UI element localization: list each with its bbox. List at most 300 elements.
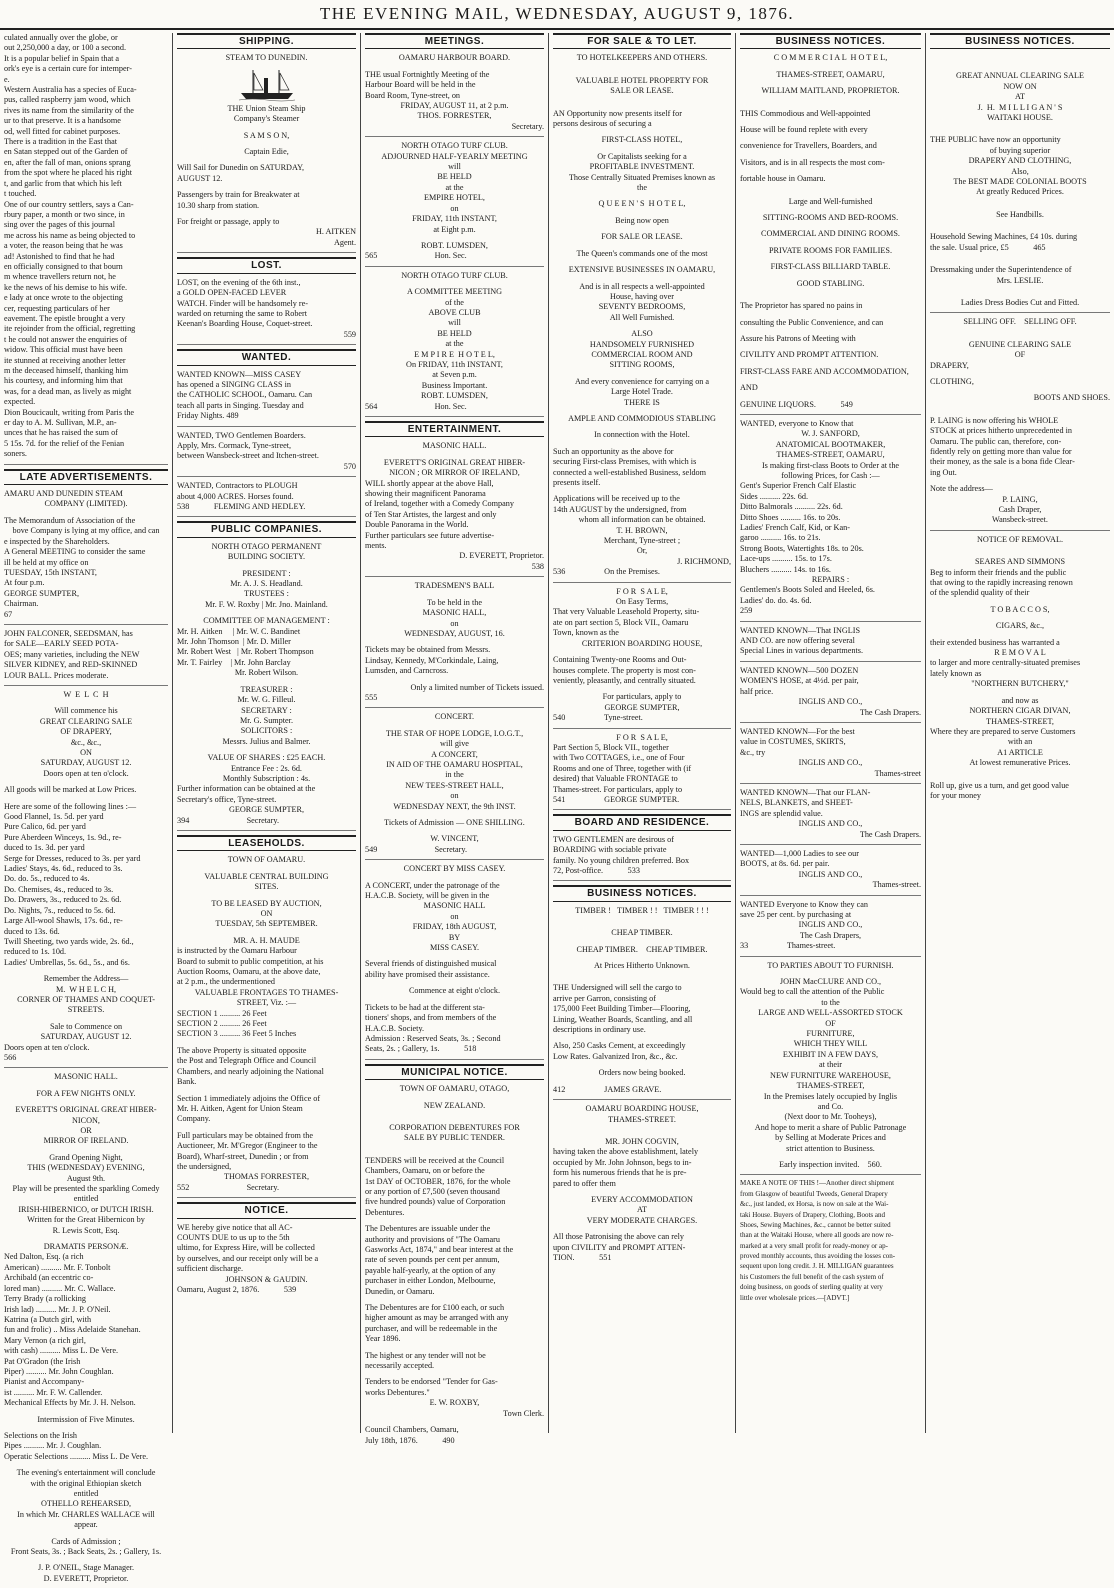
section-header-business-notices: BUSINESS NOTICES. (930, 33, 1110, 49)
text-line: The Proprietor has spared no pains in (740, 301, 863, 311)
text-line: following Prices, for Cash :— (781, 470, 880, 480)
text-line: FURNITURE, (806, 1029, 855, 1039)
text-line: Do. do. 5s., reduced to 4s. (4, 874, 90, 884)
text-line: AUGUST 12. (177, 173, 223, 183)
text-line: of the (445, 297, 464, 307)
text-line: appear. (74, 1520, 98, 1530)
text-line: COUNTS DUE to us up to the 5th (177, 1232, 290, 1242)
text-line: for SALE—EARLY SEED POTA- (4, 639, 119, 649)
text-line: lately known as (930, 668, 982, 678)
ad-two-gentlemen (553, 835, 731, 882)
text-line: The BEST MADE COLONIAL BOOTS (953, 177, 1087, 187)
text-line: Secretary's office, Tyne-street. (177, 794, 277, 804)
text-line: NICON, (72, 1115, 100, 1125)
text-line: Ladies' Stays, 4s. 6d., reduced to 3s. (4, 864, 123, 874)
text-line: duced to 13s. 6d. (4, 926, 60, 936)
text-line: GOOD STABLING. (796, 278, 865, 288)
column-3 (360, 33, 548, 1445)
text-line: his Customers the full benefit of the cash system of (740, 1272, 884, 1281)
text-line: Remember the Address— (43, 974, 129, 984)
text-line: Company. (177, 1114, 211, 1124)
text-line: ork's eye is a certain cure for intemper- (4, 64, 132, 74)
text-line: Tickets of Admission — ONE SHILLING. (384, 818, 525, 827)
text-line: Apply, Mrs. Cormack, Tyne-street, (177, 440, 292, 450)
ad-miss-casey-concert (365, 864, 544, 1060)
text-line: To be held in the (427, 597, 482, 607)
text-line: THOS. FORRESTER, (417, 111, 492, 121)
ad-milligan-waitaki-house (930, 53, 1110, 313)
text-line: 394 Secretary. (177, 815, 280, 825)
text-line: entitled (73, 1489, 99, 1498)
news-items (4, 33, 168, 465)
text-line: ON (260, 909, 273, 918)
text-line: STOCK at prices hitherto unprecedented in (930, 426, 1072, 436)
text-line: culated annually over the globe, or (4, 33, 118, 42)
text-line: INGS are splendid value. (740, 808, 823, 818)
ad-building-society (177, 542, 356, 831)
text-line: TRADESMEN'S BALL (414, 581, 495, 591)
text-line: authority and provisions of "The Oamaru (365, 1234, 500, 1244)
masthead (0, 0, 1114, 30)
text-line: WILL shortly appear at the above Hall, (365, 478, 494, 488)
ad-leaseholds-auction (177, 855, 356, 1198)
text-line: IN AID OF THE OAMARU HOSPITAL, (386, 759, 523, 769)
text-line: Passengers by train for Breakwater at (177, 190, 300, 200)
text-line: a voter, the reason being that he was (4, 241, 123, 251)
text-line: ur to that preserve. It is a handsome (4, 116, 121, 126)
text-line: e lady at once wrote to the objecting (4, 293, 123, 303)
text-line: Business Important. (421, 380, 488, 390)
text-line: Oamaru, August 2, 1876. 539 (177, 1285, 297, 1294)
text-line: J. P. O'NEIL, Stage Manager. (37, 1563, 135, 1573)
text-line: of Ten Star Artistes, the largest and only (365, 509, 497, 519)
text-line: CORNER OF THAMES AND COQUET-STREETS. (17, 994, 155, 1015)
text-line: WHICH THEY WILL (793, 1039, 868, 1049)
text-line: INGLIS AND CO., (798, 819, 863, 829)
text-line: REPAIRS : (811, 575, 850, 585)
text-line: Pure Calico, 6d. per yard (4, 822, 86, 832)
text-line: Town Clerk. (503, 1408, 544, 1418)
text-line: WANTED KNOWN—MISS CASEY (177, 369, 302, 379)
text-line: W. J. SANFORD, (801, 429, 860, 439)
text-line: ite rejoinder from the official, regretting (4, 324, 136, 334)
text-line: Pipes .......... Mr. J. Coughlan. (4, 1441, 102, 1451)
text-line: Seats, 2s. ; Gallery, 1s. 518 (365, 1044, 477, 1054)
text-line: At greatly Reduced Prices. (976, 187, 1064, 197)
text-line: H. AITKEN (315, 227, 356, 237)
text-line: At lowest remunerative Prices. (969, 758, 1071, 768)
section-header-leaseholds: LEASEHOLDS. (177, 835, 356, 851)
text-line: Doors open at ten o'clock. (4, 1042, 90, 1052)
text-line: R E M O V A L (994, 648, 1046, 658)
text-line: CORPORATION DEBENTURES FOR (389, 1122, 520, 1132)
text-line: Here are some of the following lines :— (4, 801, 137, 811)
text-line: THOMAS FORRESTER, (223, 1172, 310, 1182)
text-line: having taken the above establishment, lately (553, 1147, 699, 1157)
text-line: than at the Waitaki House, where all goods are now re- (740, 1231, 894, 1240)
text-line: VALUABLE FRONTAGES TO THAMES- (194, 987, 339, 997)
text-line: ON (80, 748, 92, 757)
text-line: Early inspection invited. 560. (779, 1159, 882, 1169)
text-line: F O R S A L E, (616, 732, 668, 742)
text-line: entitled (73, 1194, 99, 1204)
text-line: ist .......... Mr. F. W. Callender. (4, 1387, 103, 1397)
text-line: INGLIS AND CO., (798, 920, 863, 930)
text-line: MIRROR OF IRELAND. (43, 1136, 129, 1146)
text-line: THE usual Fortnightly Meeting of the (365, 69, 490, 79)
text-line: OTHELLO REHEARSED, (40, 1499, 132, 1509)
text-line: JOHN FALCONER, SEEDSMAN, has (4, 628, 133, 638)
text-line: TOWN OF OAMARU, OTAGO, (399, 1084, 510, 1094)
text-line: Chambers, Oamaru, on or before the (365, 1166, 485, 1176)
text-line: Auctioneer, Mr. M'Gregor (Engineer to the (177, 1141, 318, 1151)
text-line: JOHN MacCLURE AND CO., (779, 977, 882, 987)
text-line: Low Rates. Galvanized Iron, &c., &c. (553, 1051, 678, 1061)
ad-falconer-seedsman (4, 629, 168, 686)
text-line: PROFITABLE INVESTMENT. (589, 162, 695, 172)
text-line: Dressmaking under the Superintendence of (930, 265, 1072, 275)
text-line: Double Panorama in the World. (365, 520, 469, 530)
text-line: Gentlemen's Boots Soled and Heeled, 6s. (740, 585, 875, 595)
text-line: Lumsden, and Carncross. (365, 666, 449, 676)
text-line: FIRST-CLASS FARE AND ACCOMMODATION, (740, 366, 909, 376)
text-line: WANTED KNOWN—500 DOZEN (740, 665, 859, 675)
column-5 (735, 33, 925, 1433)
text-line: Large Hotel Trade. (611, 387, 673, 397)
text-line: SATURDAY, AUGUST 12. (40, 1032, 132, 1042)
text-line: AMPLE AND COMMODIOUS STABLING (568, 413, 716, 423)
ad-oamaru-boarding-house (553, 1104, 731, 1267)
text-line: WANTED, Contractors to PLOUGH (177, 481, 298, 491)
text-line: five hundred pounds) value of Corporation (365, 1197, 506, 1207)
text-line: The Cash Drapers. (859, 829, 921, 839)
text-line: STREET, Viz. :— (236, 998, 297, 1008)
text-line: sequent upon long credit. J. H. MILLIGAN guarantees (740, 1262, 894, 1271)
text-line: FRIDAY, 18th AUGUST, (412, 922, 497, 932)
text-line: T. H. BROWN, (616, 525, 668, 535)
text-line: Is making first-class Boots to Order at the (761, 460, 900, 470)
ad-everett-hibernicon (365, 441, 544, 577)
text-line: NORTH OTAGO TURF CLUB. (401, 270, 508, 280)
text-line: Pure Aberdeen Winceys, 1s. 9d., re- (4, 832, 122, 842)
text-line: AND CO. are now offering several (740, 636, 855, 646)
text-line: GENUINE LIQUORS. 549 (740, 399, 853, 409)
text-line: A CONCERT, (431, 749, 478, 759)
text-line: FIRST-CLASS BILLIARD TABLE. (770, 262, 891, 272)
text-line: ad! Astonished to find that he had (4, 251, 115, 261)
text-line: purchaser in either London, Melbourne, (365, 1276, 496, 1286)
ad-criterion-boarding-house (553, 587, 731, 729)
ad-inglis-costumes (740, 727, 921, 784)
text-line: Debentures. (365, 1207, 405, 1217)
ad-lost-watch (177, 278, 356, 345)
text-line: Mr. Robert West | Mr. Robert Thompson (177, 647, 314, 657)
text-line: Good Flannel, 1s. 5d. per yard (4, 812, 104, 822)
text-line: ROBT. LUMSDEN, (421, 240, 488, 250)
text-line: WOMEN'S HOSE, at 4½d. per pair, (740, 676, 859, 686)
ad-tradesmens-ball (365, 581, 544, 708)
text-line: Thames-street (874, 768, 921, 778)
text-line: in the (445, 770, 464, 780)
text-line: GEORGE SUMPTER, (228, 805, 305, 815)
text-line: CLOTHING, (930, 376, 974, 386)
text-line: me across his name as being objected to (4, 230, 136, 240)
text-line: Ladies' do. do. 4s. 6d. (740, 595, 812, 605)
text-line: OF (1014, 350, 1026, 360)
text-line: WATCH. Finder will be handsomely re- (177, 298, 308, 308)
text-line: 175,000 Feet Building Timber—Flooring, (553, 1004, 691, 1014)
text-line: OAMARU HARBOUR BOARD. (398, 53, 511, 63)
text-line: Wansbeck-street. (992, 515, 1048, 525)
text-line: CONCERT. (434, 712, 475, 722)
ad-maclure-furniture (740, 961, 921, 1176)
text-line: Chambers, and nearly adjoining the National (177, 1066, 324, 1076)
text-line: Q U E E N ' S H O T E L, (598, 199, 686, 209)
text-line: At Prices Hitherto Unknown. (594, 961, 690, 971)
text-line: Will Sail for Dunedin on SATURDAY, (177, 163, 305, 173)
ad-star-of-hope-concert (365, 712, 544, 860)
text-line: t, and garlic from that which his left (4, 178, 122, 188)
text-line: DRAMATIS PERSONÆ. (43, 1242, 129, 1252)
ad-johnson-gaudin (177, 1223, 356, 1300)
text-line: Friday Nights. 489 (177, 411, 239, 421)
text-line: SECTION 1 .......... 26 Feet (177, 1008, 267, 1018)
text-line: cer, requesting particulars of her (4, 303, 110, 313)
text-line: In connection with the Hotel. (594, 430, 690, 440)
text-line: rate of seven pounds per cent per annum, (365, 1255, 500, 1265)
text-line: Note the address— (930, 484, 993, 494)
text-line: THE Union Steam Ship (227, 103, 306, 113)
text-line: Western Australia has a species of Euca- (4, 85, 137, 95)
section-header-lost: LOST. (177, 257, 356, 273)
text-line: SOLICITORS : (240, 726, 293, 736)
text-line: Household Sewing Machines, £4 10s. during (930, 232, 1078, 242)
text-line: WANTED, TWO Gentlemen Boarders. (177, 430, 306, 440)
text-line: or any portion of £7,500 (seven thousand (365, 1186, 500, 1196)
text-line: J. H. M I L L I G A N ' S (977, 102, 1063, 112)
text-line: to larger and more centrally-situated premises (930, 658, 1081, 668)
text-line: and Co. (817, 1101, 844, 1111)
text-line: A COMMITTEE MEETING (406, 287, 503, 297)
text-line: Will commence his (54, 706, 118, 716)
text-line: August 9th. (66, 1173, 106, 1183)
text-line: SALE BY PUBLIC TENDER. (404, 1133, 505, 1143)
text-line: whom all information can be obtained. (578, 515, 706, 525)
text-line: Chairman. (4, 599, 39, 609)
ad-make-a-note (740, 1179, 921, 1308)
text-line: Intermission of Five Minutes. (37, 1414, 135, 1424)
text-line: OF (825, 1018, 836, 1028)
text-line: Also, 250 Casks Cement, at exceedingly (553, 1041, 686, 1051)
text-line: IRISH-HIBERNICO, or DUTCH IRISH. (18, 1204, 154, 1214)
masthead-title: THE EVENING MAIL, WEDNESDAY, AUGUST 9, 1876. (319, 4, 795, 23)
text-line: Several friends of distinguished musical (365, 959, 497, 969)
ad-wanted-boarders (177, 431, 356, 478)
text-line: WANTED, everyone to Know that (740, 418, 854, 428)
text-line: Mr. H. Aitken, Agent for Union Steam (177, 1103, 303, 1113)
text-line: payable half-yearly, at the option of any (365, 1265, 496, 1275)
text-line: Tenders to be endorsed "Tender for Gas- (365, 1377, 498, 1387)
text-line: purchaser, and will be redeemable in the (365, 1323, 498, 1333)
text-line: THE Undersigned will sell the cargo to (553, 983, 682, 993)
text-line: Tickets may be obtained from Messrs. (365, 645, 491, 655)
text-line: ability have promised their assistance. (365, 969, 490, 979)
ad-sanford-bootmaker (740, 419, 921, 622)
text-line: Special Lines in various departments. (740, 646, 864, 656)
text-line: securing First-class Premises, with which is (553, 457, 697, 467)
text-line: eavement. The epistle brought a very (4, 313, 126, 323)
text-line: FOR SALE OR LEASE. (601, 232, 683, 242)
text-line: ments. (365, 541, 387, 551)
text-line: Piper) .......... Mr. John Coughlan. (4, 1366, 114, 1376)
text-line: &c., &c., (70, 737, 102, 747)
text-line: will (448, 162, 461, 172)
text-line: e. (4, 74, 10, 84)
text-line: Mrs. LESLIE. (996, 275, 1044, 285)
text-line: fun and frolic) .. Miss Adelaide Stanehan. (4, 1325, 141, 1335)
text-line: m whence travellers return not, he (4, 272, 116, 282)
column-4 (548, 33, 735, 1433)
text-line: NEW FURNITURE WAREHOUSE, (770, 1070, 891, 1080)
ad-inglis-boots (740, 849, 921, 896)
column-2 (172, 33, 360, 1433)
text-line: VERY MODERATE CHARGES. (586, 1215, 698, 1225)
text-line: Merchant, Tyne-street ; (603, 536, 681, 546)
text-line: reduced to 1s. 10d. (4, 947, 67, 957)
text-line: TIMBER ! TIMBER ! ! TIMBER ! ! ! (575, 905, 709, 915)
text-line: July 18th, 1876. 490 (365, 1435, 455, 1445)
text-line: WANTED Everyone to Know they can (740, 899, 869, 909)
text-line: ing Out. (930, 467, 957, 477)
text-line: Harbour Board will be held in the (365, 80, 476, 90)
text-line: D. EVERETT, Proprietor. (43, 1573, 129, 1583)
ad-steam-company (4, 489, 168, 625)
text-line: C O M M E R C I A L H O T E L, (773, 53, 888, 63)
text-line: t touched. (4, 189, 37, 199)
text-line: that owing to the rapidly increasing renown (930, 578, 1073, 588)
text-line: In which Mr. CHARLES WALLACE will (17, 1509, 155, 1519)
text-line: TO BE LEASED BY AUCTION, (211, 898, 322, 908)
text-line: LARGE AND WELL-ASSORTED STOCK (758, 1008, 903, 1018)
text-line: with cash) .......... Miss L. De Vere. (4, 1346, 118, 1356)
text-line: BUILDING SOCIETY. (227, 552, 306, 562)
text-line: House, having over (610, 291, 674, 301)
text-line: All those Patronising the above can rely (553, 1232, 684, 1242)
text-line: houses complete. The property is most con- (553, 665, 696, 675)
text-line: ill be held at my office on (4, 557, 89, 567)
text-line: FIRST-CLASS HOTEL, (601, 135, 683, 145)
text-line: Council Chambers, Oamaru, (365, 1425, 459, 1435)
text-line: Mary Vernon (a rich girl, (4, 1335, 86, 1345)
text-line: at Seven p.m. (432, 370, 477, 380)
ad-inglis-save (740, 900, 921, 957)
text-line: Ladies' Umbrellas, 5s. 6d., 5s., and 6s. (4, 957, 130, 967)
text-line: CHEAP TIMBER. (611, 928, 673, 938)
text-line: THAMES-STREET. (608, 1114, 676, 1124)
text-line: with the original Ethiopian sketch (30, 1478, 142, 1488)
text-line: VALUE OF SHARES : £25 EACH. (207, 753, 326, 763)
text-line: AMARU AND DUNEDIN STEAM (4, 489, 123, 499)
text-line: Or Capitalists seeking for a (597, 151, 687, 161)
text-line: It is a popular belief in Spain that a (4, 53, 120, 63)
text-line: arrive per Garron, consisting of (553, 993, 656, 1003)
ad-welch-clearing-sale (4, 690, 168, 1068)
text-line: Written for the Great Hibernicon by (27, 1215, 145, 1225)
text-line: On Easy Terms, (615, 597, 669, 607)
text-line: 540 Tyne-street. (553, 713, 643, 723)
text-line: WILLIAM MAITLAND, PROPRIETOR. (761, 86, 900, 96)
text-line: to the (821, 997, 840, 1007)
section-header-municipal-notice: MUNICIPAL NOTICE. (365, 1064, 544, 1080)
text-line: 259 (740, 606, 753, 616)
text-line: CIGARS, &c., (995, 621, 1045, 631)
text-line: at the (445, 182, 464, 192)
text-line: Secretary. (511, 121, 544, 131)
text-line: Town, known as the (553, 628, 619, 638)
text-line: from the spot where he placed his right (4, 168, 133, 178)
text-line: proved monthly accounts, thus avoiding the losses con- (740, 1252, 896, 1261)
text-line: Large All-wool Shawls, 17s. 6d., re- (4, 916, 123, 926)
text-line: ate on part section 5, Block VII., Oamaru (553, 617, 689, 627)
text-line: The highest or any tender will not be (365, 1350, 486, 1360)
text-line: EMPIRE HOTEL, (424, 193, 485, 203)
text-line: Cards of Admission ; (51, 1536, 121, 1546)
text-line: H.A.C.B. Society. (365, 1023, 425, 1033)
text-line: LOUR BALL. Prices moderate. (4, 670, 109, 680)
text-line: 412 JAMES GRAVE. (553, 1084, 662, 1094)
text-line: INGLIS AND CO., (798, 758, 863, 768)
text-line: Board Room, Tyne-street, on (365, 90, 461, 100)
text-line: Further information can be obtained at the (177, 784, 316, 794)
text-line: SELLING OFF. SELLING OFF. (963, 317, 1077, 327)
text-line: WANTED KNOWN—For the best (740, 726, 855, 736)
text-line: Gasworks Act, 1874," and bear interest at the (365, 1245, 514, 1254)
text-line: See Handbills. (996, 209, 1044, 219)
text-line: There is a tradition in the East that (4, 137, 117, 147)
ad-queens-hotel (553, 53, 731, 582)
text-line: Mr. F. W. Roxby | Mr. Jno. Mainland. (205, 599, 328, 609)
text-line: ALSO (631, 329, 653, 339)
text-line: fidently rely on getting more than value for (930, 446, 1072, 456)
text-line: Those Centrally Situated Premises known as (568, 172, 716, 182)
text-line: Ned Dalton, Esq. (a rich (4, 1252, 84, 1262)
text-line: EXTENSIVE BUSINESSES IN OAMARU, (568, 265, 716, 275)
text-line: MASONIC HALL, (422, 608, 487, 618)
text-line: Being now open (615, 215, 669, 225)
text-line: rbury paper, a month or two since, in (4, 209, 125, 219)
text-line: their extended business has warranted a (930, 637, 1060, 647)
text-line: SILVER KIDNEY, and RED-SKINNED (4, 660, 138, 670)
text-line: Mr. T. Fairley | Mr. John Barclay (177, 657, 291, 667)
text-line: All goods will be marked at Low Prices. (4, 785, 137, 795)
text-line: with an (1007, 737, 1033, 747)
text-line: The Debentures are for £100 each, or such (365, 1303, 505, 1313)
text-line: Twill Sheeting, two yards wide, 2s. 6d., (4, 936, 134, 946)
text-line: Cash Draper, (998, 505, 1042, 514)
text-line: Agent. (333, 237, 356, 247)
text-line: Shoes, Sewing Machines, &c., cannot be better suited (740, 1220, 891, 1229)
section-header-business-notices: BUSINESS NOTICES. (740, 33, 921, 49)
text-line: MASONIC HALL. (54, 1072, 118, 1082)
text-line: Tickets to be had at the different sta- (365, 1002, 485, 1012)
text-line: NELS, BLANKETS, and SHEET- (740, 798, 853, 808)
text-line: NOTICE OF REMOVAL. (976, 534, 1064, 544)
text-line: WEDNESDAY, AUGUST, 16. (404, 628, 505, 638)
text-line: SALE OR LEASE. (610, 86, 674, 96)
text-line: taki House. Buyers of Drapery, Clothing, Boots and (740, 1210, 885, 1219)
text-line: OES; many varieties, including the NEW (4, 649, 140, 659)
text-line: consulting the Public Convenience, and can (740, 317, 884, 327)
